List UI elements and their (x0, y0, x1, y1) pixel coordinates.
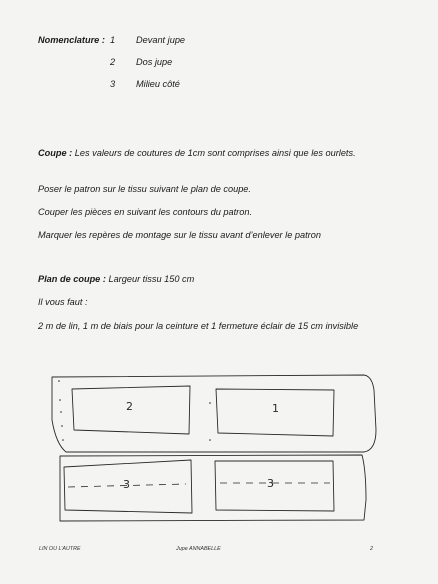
fabric-outline (52, 375, 376, 452)
plan-de-coupe-text: Largeur tissu 150 cm (105, 274, 195, 284)
nomenclature-item-text: Milieu côté (136, 79, 180, 89)
nomenclature-item-num: 2 (110, 57, 116, 67)
piece-label: 2 (126, 400, 133, 413)
nomenclature-item-num: 3 (110, 79, 116, 89)
footer-page-number: 2 (370, 546, 373, 552)
nomenclature-item-text: Devant jupe (136, 35, 186, 45)
nomenclature-item-num: 1 (110, 35, 116, 45)
piece-label: 3 (123, 478, 130, 491)
piece-label: 1 (272, 402, 279, 415)
coupe-step: Marquer les repères de montage sur le tissu avant d’enlever le patron (38, 230, 321, 240)
coupe-step: Couper les pièces en suivant les contours du patron. (38, 207, 252, 217)
nomenclature-item-text: Dos jupe (136, 57, 173, 67)
pattern-piece-3-right (215, 461, 334, 511)
need-label: Il vous faut : (38, 297, 88, 307)
coupe-text: Les valeurs de coutures de 1cm sont comprises ainsi que les ourlets. (72, 148, 356, 158)
piece-label: 3 (267, 477, 274, 490)
nomenclature-label: Nomenclature : (38, 35, 105, 45)
footer-center: Jupe ANNABELLE (176, 546, 221, 552)
coupe-label: Coupe : (38, 148, 73, 158)
footer-left: LIN OU L’AUTRE (39, 546, 81, 552)
coupe-step: Poser le patron sur le tissu suivant le plan de coupe. (38, 184, 251, 194)
materials-text: 2 m de lin, 1 m de biais pour la ceinture et 1 fermeture éclair de 15 cm invisible (38, 321, 359, 331)
plan-de-coupe-label: Plan de coupe : (38, 274, 106, 284)
